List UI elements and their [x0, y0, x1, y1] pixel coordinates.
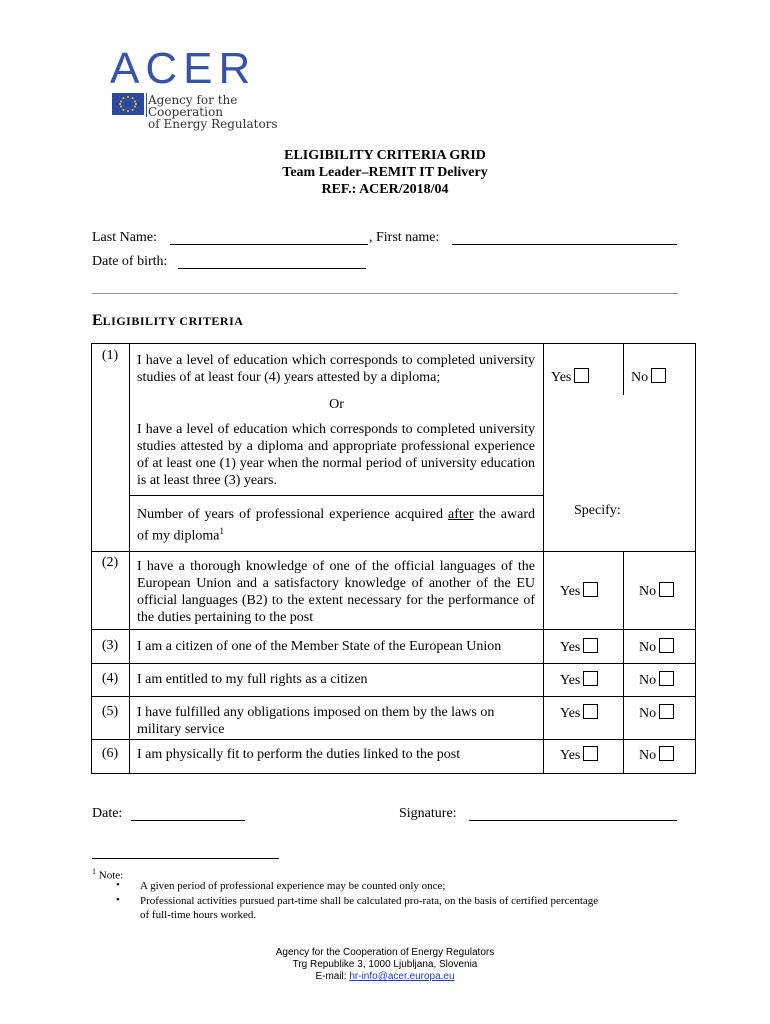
criterion-6-text: I am physically fit to perform the duties linked to the post [137, 747, 461, 762]
criterion-2-text: I have a thorough knowledge of one of the official languages of the European Union and a satisfactory knowledge of another of the EU official languages (B2) to the extent necessary for the performance of the duties pertaining to the post [137, 559, 535, 625]
footer-address: Trg Republike 3, 1000 Ljubljana, Slovenia [292, 959, 478, 970]
yes-label: Yes [560, 748, 581, 763]
footer-agency: Agency for the Cooperation of Energy Regulators [275, 947, 495, 958]
footnote-bullet-2-line1: Professional activities pursued part-time shall be calculated pro-rata, on the basis of certified percentage [140, 895, 599, 907]
footnote-rule [92, 858, 279, 859]
criterion-1-text-b: I have a level of education which corresponds to completed university studies attested by a diploma and appropriate professional experience of at least one (1) year when the normal period of university education is at least three (3) years. [137, 422, 535, 488]
criterion-5-yes [560, 704, 598, 722]
criterion-5-yes-checkbox[interactable] [583, 704, 598, 719]
document-title: ELIGIBILITY CRITERIA GRID [284, 148, 486, 163]
criterion-2-no-checkbox[interactable] [659, 582, 674, 597]
last-name-field[interactable] [170, 230, 368, 245]
footer-email [0, 971, 770, 983]
first-name-field[interactable] [452, 230, 677, 245]
criterion-1-yes-checkbox[interactable] [574, 368, 589, 383]
criterion-3-text: I am a citizen of one of the Member State of the European Union [137, 639, 502, 654]
criterion-number-2: (2) [101, 555, 119, 570]
no-label: No [639, 706, 657, 721]
criteria-table [91, 343, 696, 774]
years-text-pre: Number of years of professional experience acquired [137, 507, 449, 522]
acer-logo [108, 44, 308, 131]
yes-label: Yes [560, 640, 581, 655]
criterion-1-or: Or [329, 397, 344, 412]
criterion-number-5: (5) [101, 704, 119, 719]
years-text-post: the award of my diploma [137, 507, 536, 544]
criterion-1-text-a: I have a level of education which corresponds to completed university studies of at least four (4) years attested by a diploma; [137, 353, 535, 385]
criterion-3-no [639, 638, 674, 656]
date-field[interactable] [131, 806, 245, 821]
criterion-number-6: (6) [101, 746, 119, 761]
no-label: No [639, 673, 657, 688]
criterion-6-yes-checkbox[interactable] [583, 746, 598, 761]
yes-label: Yes [560, 584, 581, 599]
yes-label: Yes [560, 706, 581, 721]
yes-label: Yes [551, 370, 572, 385]
criterion-4-yes [560, 671, 598, 689]
dob-field[interactable] [178, 254, 366, 269]
no-label: No [631, 370, 649, 385]
bullet-icon: • [116, 894, 120, 906]
criterion-5-no [639, 704, 674, 722]
footnote-marker: 1 [92, 867, 96, 876]
signature-label: Signature: [399, 806, 457, 821]
logo-tagline-line1: Agency for the Cooperation [148, 93, 238, 119]
criterion-2-yes [560, 582, 598, 600]
document-subtitle: Team Leader–REMIT IT Delivery [282, 165, 488, 180]
criterion-4-no-checkbox[interactable] [659, 671, 674, 686]
logo-divider [146, 93, 147, 117]
criterion-number-4: (4) [101, 671, 119, 686]
footnote-reference: 1 [219, 526, 224, 536]
logo-tagline [148, 94, 308, 130]
section-divider [92, 293, 678, 294]
no-label: No [639, 584, 657, 599]
heading-rest: LIGIBILITY CRITERIA [102, 314, 244, 328]
yes-label: Yes [560, 673, 581, 688]
footer-email-label: E-mail: [315, 971, 350, 982]
footnote-bullet-1: A given period of professional experience may be counted only once; [140, 880, 446, 892]
specify-label: Specify: [574, 503, 621, 518]
criterion-1-no [631, 368, 666, 386]
criterion-4-text: I am entitled to my full rights as a citizen [137, 672, 368, 687]
criterion-3-yes [560, 638, 598, 656]
criterion-6-no [639, 746, 674, 764]
criterion-1-yes [551, 368, 589, 386]
criterion-4-yes-checkbox[interactable] [583, 671, 598, 686]
email-link[interactable]: hr-info@acer.europa.eu [349, 971, 455, 982]
criterion-6-no-checkbox[interactable] [659, 746, 674, 761]
no-label: No [639, 748, 657, 763]
eligibility-criteria-heading [92, 312, 243, 330]
last-name-label: Last Name: [92, 230, 157, 245]
criterion-number-3: (3) [101, 638, 119, 653]
criterion-5-text: I have fulfilled any obligations imposed on them by the laws on military service [137, 705, 495, 737]
criterion-2-yes-checkbox[interactable] [583, 582, 598, 597]
criterion-3-yes-checkbox[interactable] [583, 638, 598, 653]
logo-wordmark: ACER [110, 44, 257, 93]
eu-flag-icon [112, 93, 144, 115]
criterion-1-no-checkbox[interactable] [651, 368, 666, 383]
years-experience-field[interactable] [551, 521, 686, 545]
criterion-2-no [639, 582, 674, 600]
logo-tagline-line2: of Energy Regulators [148, 117, 278, 131]
no-label: No [639, 640, 657, 655]
bullet-icon: • [116, 879, 120, 891]
criterion-5-no-checkbox[interactable] [659, 704, 674, 719]
footnote-note-label: Note: [98, 869, 124, 882]
footnote-bullet-2-line2: of full-time hours worked. [140, 909, 257, 921]
first-name-label: , First name: [369, 230, 440, 245]
document-reference: REF.: ACER/2018/04 [321, 182, 449, 197]
dob-label: Date of birth: [92, 254, 168, 269]
page-footer [0, 947, 770, 983]
date-label: Date: [92, 806, 123, 821]
criterion-3-no-checkbox[interactable] [659, 638, 674, 653]
years-text-after: after [448, 507, 474, 522]
criterion-number-1: (1) [101, 348, 119, 363]
signature-field[interactable] [469, 806, 677, 821]
criterion-4-no [639, 671, 674, 689]
criterion-1-years-question [137, 506, 535, 545]
criterion-6-yes [560, 746, 598, 764]
heading-initial: E [92, 312, 103, 329]
